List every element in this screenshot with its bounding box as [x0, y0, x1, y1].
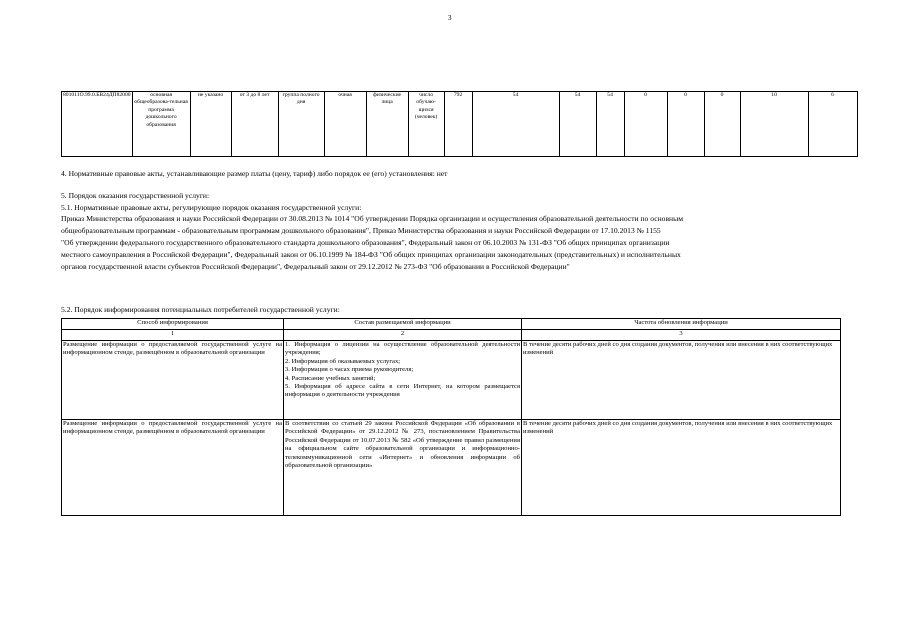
content-item: 2. Информация об оказываемых услугах;: [285, 357, 401, 365]
row-content-list: [284, 341, 522, 420]
normative-act-line: общеобразовательным программам - образовательным программам дошкольного образования", Приказ Министерства образования и науки Российской Федерации от 17.10.2013 № 1155: [61, 226, 661, 235]
section-4: 4. Нормативные правовые акты, устанавливающие размер платы (цену, тариф) либо порядок ее (его) установления: нет: [61, 169, 448, 178]
column-number: 1: [62, 330, 284, 341]
section-5: 5. Порядок оказания государственной услуги:: [61, 191, 210, 200]
registry-form: очная: [324, 92, 366, 157]
registry-value-7: 10: [740, 92, 808, 157]
column-number: 3: [522, 330, 841, 341]
registry-okei: 792: [444, 92, 472, 157]
table-number-row: [62, 330, 841, 341]
registry-row: [62, 92, 858, 157]
registry-value-5: 0: [667, 92, 704, 157]
page-number: 3: [448, 14, 452, 22]
row-frequency: В течение десяти рабочих дней со дня создания документов, получения или внесения в них соответствующих изменений: [522, 420, 841, 516]
table-row: [62, 341, 841, 420]
registry-table: [61, 91, 858, 157]
registry-indicator: физические лица: [366, 92, 408, 157]
registry-standard: не указано: [190, 92, 231, 157]
registry-value-2: 54: [559, 92, 596, 157]
registry-code: 801011О.99.0.БВ24ДП82000: [62, 92, 133, 157]
registry-value-3: 54: [596, 92, 624, 157]
header-frequency: Частота обновления информации: [522, 319, 841, 330]
section-5-1: 5.1. Нормативные правовые акты, регулирующие порядок оказания государственной услуги:: [61, 203, 362, 212]
registry-program: основная общеобразова-тельная программа дошкольного образования: [132, 92, 190, 157]
header-content: Состав размещаемой информации: [284, 319, 522, 330]
registry-unit: число обучаю-щихся (человек): [408, 92, 444, 157]
registry-value-1: 54: [472, 92, 559, 157]
row-content: В соответствии со статьей 29 закона Российской Федерации «Об образовании в Российской Федерации» от 29.12.2012 № 273, постановлением Правительства Российской Федерации от 10.07.2013 № 582 «Об утверждение правил размещения на официальном сайте образовательной организации и информационно-телекоммуникационной сети «Интернет» и обновления информации об образовательной организации»: [284, 420, 522, 516]
row-method: Размещение информации о предоставляемой государственной услуге на информационном стенде, размещённом в образовательной организации: [62, 420, 284, 516]
registry-value-8: 6: [808, 92, 857, 157]
header-method: Способ информирования: [62, 319, 284, 330]
normative-act-line: Приказ Министерства образования и науки Российской Федерации от 30.08.2013 № 1014 "Об утверждении Порядка организации и осуществления образовательной деятельности по основным: [61, 214, 684, 223]
registry-value-6: 0: [704, 92, 740, 157]
normative-act-line: местного самоуправления в Российской Федерации", Федеральный закон от 06.10.1999 № 184-ФЗ "Об общих принципах организации законодательных (представительных) и исполнительных: [61, 250, 681, 259]
row-method: Размещение информации о предоставляемой государственной услуге на информационном стенде, размещённом в образовательной организации: [62, 341, 284, 420]
content-item: 4. Расписание учебных занятий;: [285, 374, 376, 382]
normative-act-line: органов государственной власти субъектов Российской Федерации", Федеральный закон от 29.12.2012 № 273-ФЗ "Об образовании в Российской Федерации": [61, 262, 570, 271]
table-header-row: [62, 319, 841, 330]
registry-group: группа полного дня: [278, 92, 324, 157]
row-frequency: В течение десяти рабочих дней со дня создания документов, получения или внесения в них соответствующих изменений: [522, 341, 841, 420]
content-item: 1. Информация о лицензии на осуществление образовательной деятельности учреждения;: [285, 341, 520, 357]
column-number: 2: [284, 330, 522, 341]
section-5-2: 5.2. Порядок информирования потенциальных потребителей государственной услуги:: [61, 305, 340, 314]
registry-value-4: 0: [624, 92, 667, 157]
information-table: [61, 318, 841, 516]
content-item: 3. Информация о часах приема руководителя;: [285, 366, 414, 374]
registry-age: от 3 до 8 лет: [231, 92, 278, 157]
table-row: [62, 420, 841, 516]
normative-act-line: "Об утверждении федерального государственного образовательного стандарта дошкольного образования", Федеральный закон от 06.10.2003 № 131-ФЗ "Об общих принципах организации: [61, 238, 670, 247]
content-item: 5. Информация об адресе сайта в сети Интернет, на котором размещается информация о деятельности учреждения: [285, 383, 520, 399]
